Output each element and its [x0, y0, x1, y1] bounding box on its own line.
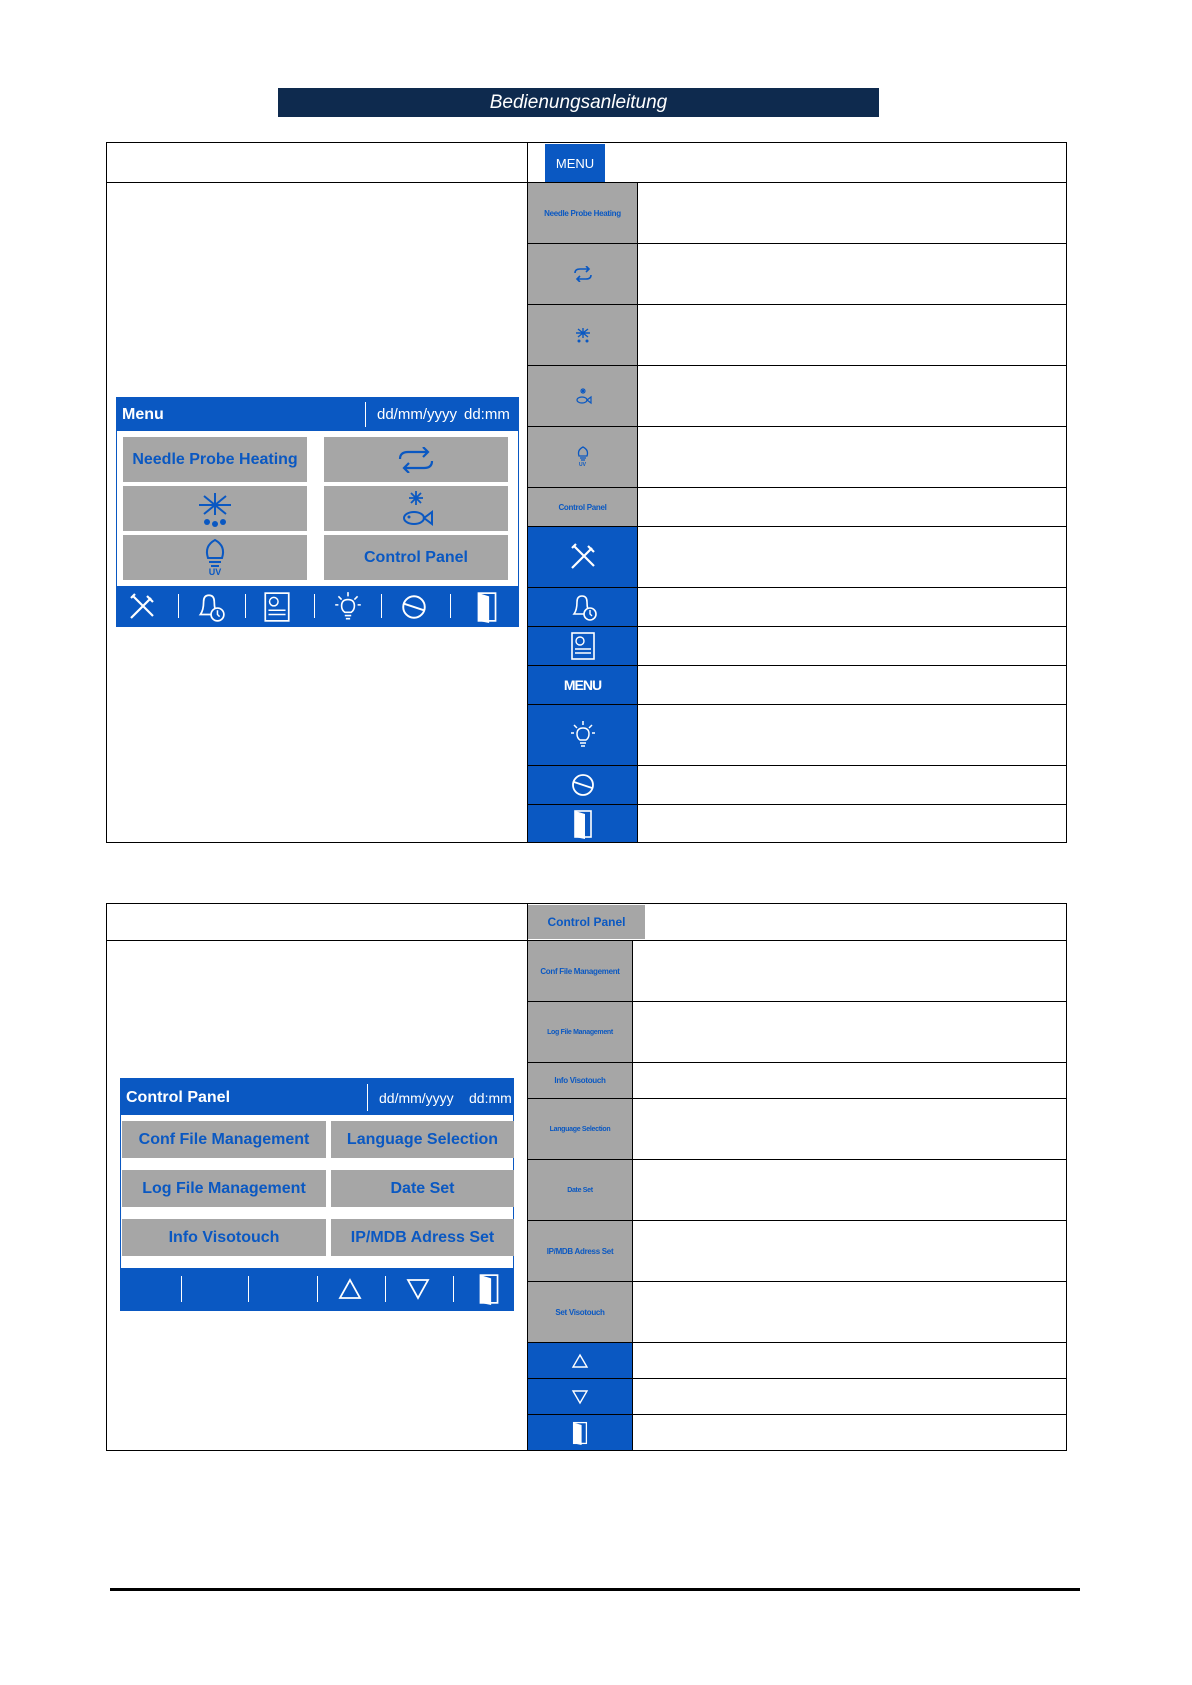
cp-item-label: Info Visotouch — [554, 1076, 606, 1085]
cycle-icon — [571, 266, 595, 282]
uv-lamp-icon — [576, 446, 590, 462]
menu-screen-time: dd:mm — [464, 406, 510, 423]
tools-icon[interactable] — [127, 592, 157, 622]
menu-tag — [545, 144, 605, 182]
button-label: Log File Management — [142, 1179, 306, 1197]
recipe-book-icon — [569, 631, 597, 661]
table-divider — [637, 182, 638, 842]
row-line — [527, 626, 1066, 627]
door-icon[interactable] — [476, 1273, 502, 1305]
cycle-button[interactable] — [324, 437, 508, 482]
cp-item-log-file — [528, 1002, 632, 1062]
row-line — [527, 487, 1066, 488]
bottombar-separator — [450, 594, 451, 618]
cp-item-date-set — [528, 1160, 632, 1220]
row-line — [527, 243, 1066, 244]
up-triangle-icon — [571, 1353, 589, 1369]
cp-item-ip-mdb — [528, 1221, 632, 1281]
cycle-icon — [394, 447, 438, 473]
control-panel-screen — [120, 1078, 514, 1311]
row-line — [527, 587, 1066, 588]
row-line — [527, 1098, 1066, 1099]
light-bulb-icon — [569, 720, 597, 750]
menu-item-label: MENU — [563, 677, 602, 693]
bottombar-separator — [317, 1276, 318, 1302]
recipe-book-icon[interactable] — [262, 591, 292, 623]
document-header — [278, 88, 879, 117]
row-line — [527, 704, 1066, 705]
light-bulb-icon[interactable] — [333, 591, 363, 623]
uv-lamp-icon — [202, 538, 228, 568]
row-line — [527, 1062, 1066, 1063]
row-line — [527, 1001, 1066, 1002]
cp-item-label: Set Visotouch — [555, 1307, 605, 1317]
row-line — [527, 1159, 1066, 1160]
cp-screen-time: dd:mm — [469, 1090, 512, 1106]
defrost-icon — [574, 327, 592, 343]
row-line — [527, 1378, 1066, 1379]
bottombar-separator — [245, 594, 246, 618]
cp-item-up — [528, 1343, 632, 1378]
menu-screen-title: Menu — [122, 406, 164, 423]
cp-screen-topbar — [121, 1079, 513, 1115]
menu-item-label: Control Panel — [558, 502, 607, 512]
cp-item-language — [528, 1099, 632, 1159]
bottombar-separator — [248, 1276, 249, 1302]
button-label: Info Visotouch — [168, 1228, 280, 1246]
menu-screen-date: dd/mm/yyyy — [377, 406, 458, 423]
ip-mdb-adress-set-button[interactable] — [331, 1219, 514, 1256]
bottombar-separator — [181, 1276, 182, 1302]
conf-file-management-button[interactable] — [122, 1121, 326, 1158]
menu-item-control-panel — [528, 488, 637, 526]
row-line — [527, 765, 1066, 766]
menu-item-compressor — [528, 766, 637, 804]
cp-item-conf-file — [528, 941, 632, 1001]
menu-item-alarm — [528, 588, 637, 626]
menu-item-needle-probe-heating — [528, 183, 637, 243]
menu-tag-label: MENU — [555, 155, 595, 171]
menu-item-light — [528, 705, 637, 765]
row-line — [527, 1414, 1066, 1415]
menu-item-cycle — [528, 244, 637, 304]
menu-screen-topbar — [117, 398, 518, 431]
fish-freeze-button[interactable] — [324, 486, 508, 531]
uv-label: UV — [208, 567, 222, 577]
cp-item-set-visotouch — [528, 1282, 632, 1342]
topbar-separator — [367, 1084, 368, 1111]
cp-screen-title: Control Panel — [126, 1089, 231, 1106]
fish-freeze-icon — [396, 489, 436, 529]
door-icon — [571, 809, 595, 839]
control-panel-table — [106, 903, 1067, 1451]
button-label: Control Panel — [363, 548, 468, 566]
menu-item-door — [528, 805, 637, 842]
menu-item-uv-lamp — [528, 427, 637, 487]
door-icon[interactable] — [474, 591, 500, 623]
cp-item-label: IP/MDB Adress Set — [546, 1246, 614, 1256]
control-panel-tag — [528, 905, 645, 939]
bottombar-separator — [178, 594, 179, 618]
row-line — [527, 1281, 1066, 1282]
menu-item-recipe — [528, 627, 637, 665]
cp-screen-date: dd/mm/yyyy — [379, 1090, 454, 1106]
menu-item-defrost — [528, 305, 637, 365]
menu-table — [106, 142, 1067, 843]
alarm-bell-icon[interactable] — [195, 591, 225, 623]
bottombar-separator — [385, 1276, 386, 1302]
footer-rule — [110, 1588, 1080, 1591]
defrost-icon — [195, 491, 235, 527]
down-triangle-icon — [571, 1389, 589, 1405]
date-set-button[interactable] — [331, 1170, 514, 1207]
cp-item-down — [528, 1379, 632, 1414]
uv-label: UV — [579, 462, 586, 468]
cp-item-label: Conf File Management — [540, 966, 620, 976]
cp-item-label: Language Selection — [549, 1125, 611, 1133]
bottombar-separator — [314, 594, 315, 618]
fish-freeze-icon — [574, 387, 592, 405]
topbar-separator — [365, 402, 366, 427]
row-line — [527, 1342, 1066, 1343]
menu-item-fish-freeze — [528, 366, 637, 426]
row-line — [527, 1220, 1066, 1221]
button-label: Date Set — [390, 1179, 455, 1197]
button-label: Conf File Management — [138, 1130, 310, 1148]
menu-screen-bottombar — [117, 586, 518, 626]
menu-screen — [116, 397, 519, 627]
menu-item-tools — [528, 527, 637, 587]
cp-item-door — [528, 1415, 632, 1450]
needle-probe-heating-button[interactable] — [123, 437, 307, 482]
info-visotouch-button[interactable] — [122, 1219, 326, 1256]
cp-screen-bottombar — [121, 1268, 513, 1310]
compressor-icon[interactable] — [400, 593, 428, 621]
up-triangle-icon[interactable] — [338, 1278, 362, 1300]
button-label: Needle Probe Heating — [132, 450, 298, 468]
table-divider — [632, 940, 633, 1450]
row-line — [527, 665, 1066, 666]
language-selection-button[interactable] — [331, 1121, 514, 1158]
row-line — [527, 526, 1066, 527]
button-label: IP/MDB Adress Set — [350, 1228, 495, 1246]
cp-item-label: Date Set — [567, 1186, 593, 1194]
row-line — [527, 365, 1066, 366]
control-panel-tag-label: Control Panel — [547, 915, 626, 929]
row-line — [527, 304, 1066, 305]
row-line — [527, 804, 1066, 805]
cp-item-info — [528, 1063, 632, 1098]
cp-item-label: Log File Management — [547, 1028, 613, 1036]
defrost-button[interactable] — [123, 486, 307, 531]
bottombar-separator — [381, 594, 382, 618]
door-icon — [570, 1421, 590, 1445]
document-title: Bedienungsanleitung — [489, 91, 668, 113]
menu-item-label: Needle Probe Heating — [544, 208, 621, 218]
tools-icon — [568, 542, 598, 572]
compressor-icon — [570, 772, 596, 798]
uv-button[interactable] — [123, 535, 307, 580]
down-triangle-icon[interactable] — [406, 1278, 430, 1300]
control-panel-button[interactable] — [324, 535, 508, 580]
button-label: Language Selection — [346, 1130, 499, 1148]
menu-item-menu — [528, 666, 637, 704]
log-file-management-button[interactable] — [122, 1170, 326, 1207]
bottombar-separator — [453, 1276, 454, 1302]
alarm-bell-icon — [569, 592, 597, 622]
row-line — [527, 426, 1066, 427]
